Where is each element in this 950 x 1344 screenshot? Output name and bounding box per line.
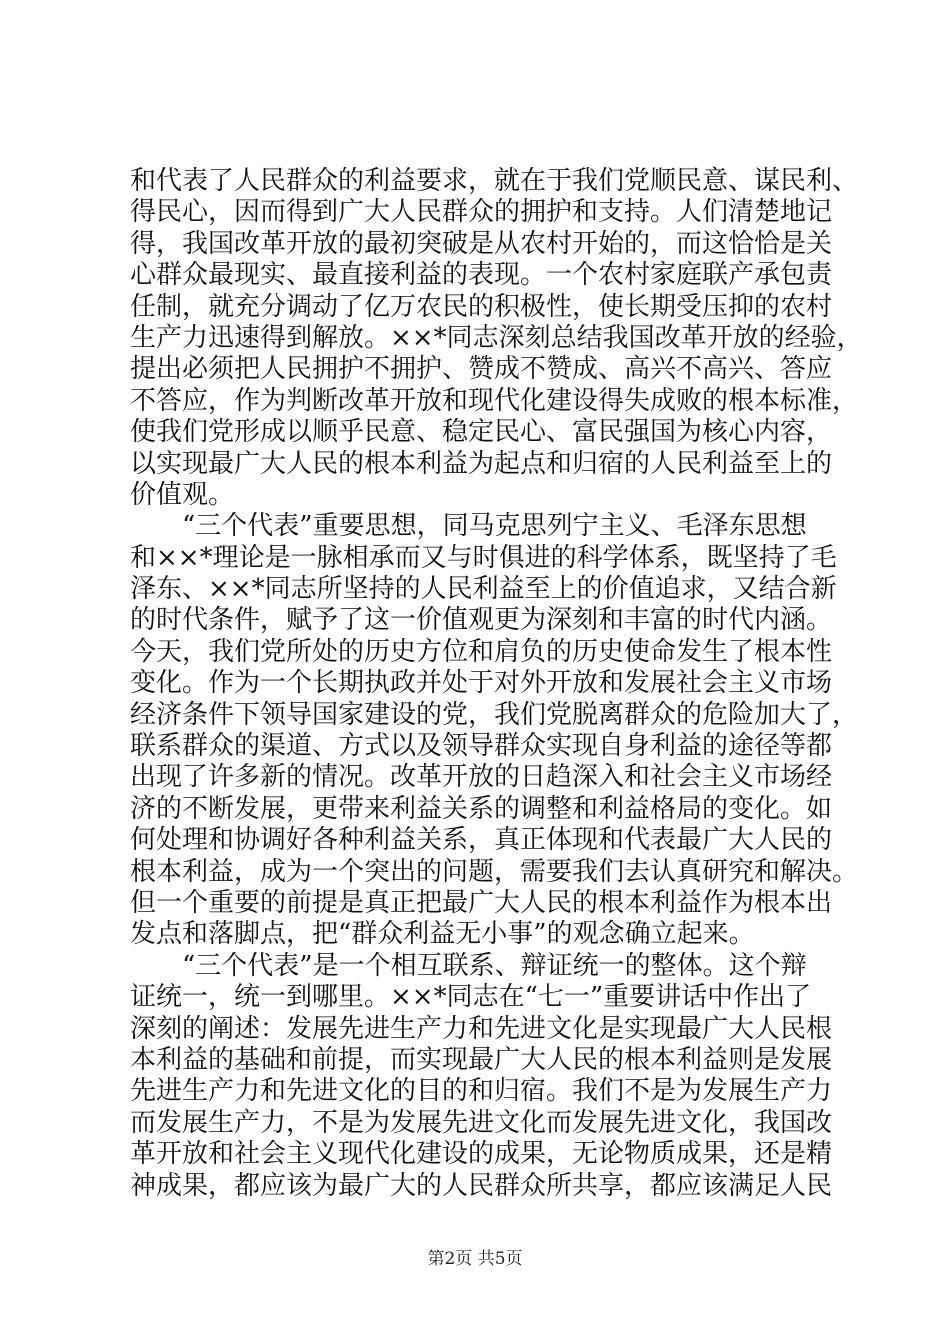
text-line: “三个代表”是一个相互联系、辩证统一的整体。这个辩 [130, 950, 807, 981]
text-line: 发点和落脚点，把“群众利益无小事”的观念确立起来。 [130, 919, 755, 950]
text-line: 但一个重要的前提是真正把最广大人民的根本利益作为根本出 [130, 887, 833, 918]
text-line: 得民心，因而得到广大人民群众的拥护和支持。人们清楚地记 [130, 197, 833, 228]
text-line: 革开放和社会主义现代化建设的成果，无论物质成果，还是精 [130, 1139, 833, 1170]
text-line: 和代表了人民群众的利益要求，就在于我们党顺民意、谋民利、 [130, 166, 859, 196]
text-line: 今天，我们党所处的历史方位和肩负的历史使命发生了根本性 [130, 636, 833, 667]
text-line: 变化。作为一个长期执政并处于对外开放和发展社会主义市场 [130, 668, 833, 699]
text-line: 证统一，统一到哪里。××*同志在“七一”重要讲话中作出了 [130, 982, 812, 1013]
text-line: 深刻的阐述：发展先进生产力和先进文化是实现最广大人民根 [130, 1013, 833, 1044]
text-line: 济的不断发展，更带来利益关系的调整和利益格局的变化。如 [130, 793, 833, 824]
body-text [130, 166, 863, 1202]
text-line: 泽东、××*同志所坚持的人民利益至上的价值追求，又结合新 [130, 574, 837, 605]
text-line: 使我们党形成以顺乎民意、稳定民心、富民强国为核心内容， [130, 417, 833, 448]
page-footer: 第2页 共5页 [427, 1249, 523, 1269]
text-line: 神成果，都应该为最广大的人民群众所共享，都应该满足人民 [130, 1170, 833, 1201]
text-line: 得，我国改革开放的最初突破是从农村开始的，而这恰恰是关 [130, 228, 833, 259]
text-line: 价值观。 [130, 479, 235, 510]
text-line: 何处理和协调好各种利益关系，真正体现和代表最广大人民的 [130, 825, 833, 856]
text-line: 不答应，作为判断改革开放和现代化建设得失成败的根本标准， [130, 385, 859, 416]
text-line: 先进生产力和先进文化的目的和归宿。我们不是为发展生产力 [130, 1076, 833, 1107]
text-line: 任制，就充分调动了亿万农民的积极性，使长期受压抑的农村 [130, 291, 833, 322]
text-line: 生产力迅速得到解放。××*同志深刻总结我国改革开放的经验， [130, 322, 863, 353]
text-line: 根本利益，成为一个突出的问题，需要我们去认真研究和解决。 [130, 856, 859, 887]
text-line: 经济条件下领导国家建设的党，我们党脱离群众的危险加大了， [130, 699, 859, 730]
text-line: 联系群众的渠道、方式以及领导群众实现自身利益的途径等都 [130, 731, 833, 762]
text-line: 和××*理论是一脉相承而又与时俱进的科学体系，既坚持了毛 [130, 542, 837, 573]
text-line: 的时代条件，赋予了这一价值观更为深刻和丰富的时代内涵。 [130, 605, 833, 636]
text-line: 而发展生产力，不是为发展先进文化而发展先进文化，我国改 [130, 1107, 833, 1138]
text-line: 以实现最广大人民的根本利益为起点和归宿的人民利益至上的 [130, 448, 833, 479]
text-line: 提出必须把人民拥护不拥护、赞成不赞成、高兴不高兴、答应 [130, 354, 833, 385]
text-line: 出现了许多新的情况。改革开放的日趋深入和社会主义市场经 [130, 762, 833, 793]
text-line: 心群众最现实、最直接利益的表现。一个农村家庭联产承包责 [130, 260, 833, 291]
text-line: 本利益的基础和前提，而实现最广大人民的根本利益则是发展 [130, 1044, 833, 1075]
text-line: “三个代表”重要思想，同马克思列宁主义、毛泽东思想 [130, 511, 807, 542]
